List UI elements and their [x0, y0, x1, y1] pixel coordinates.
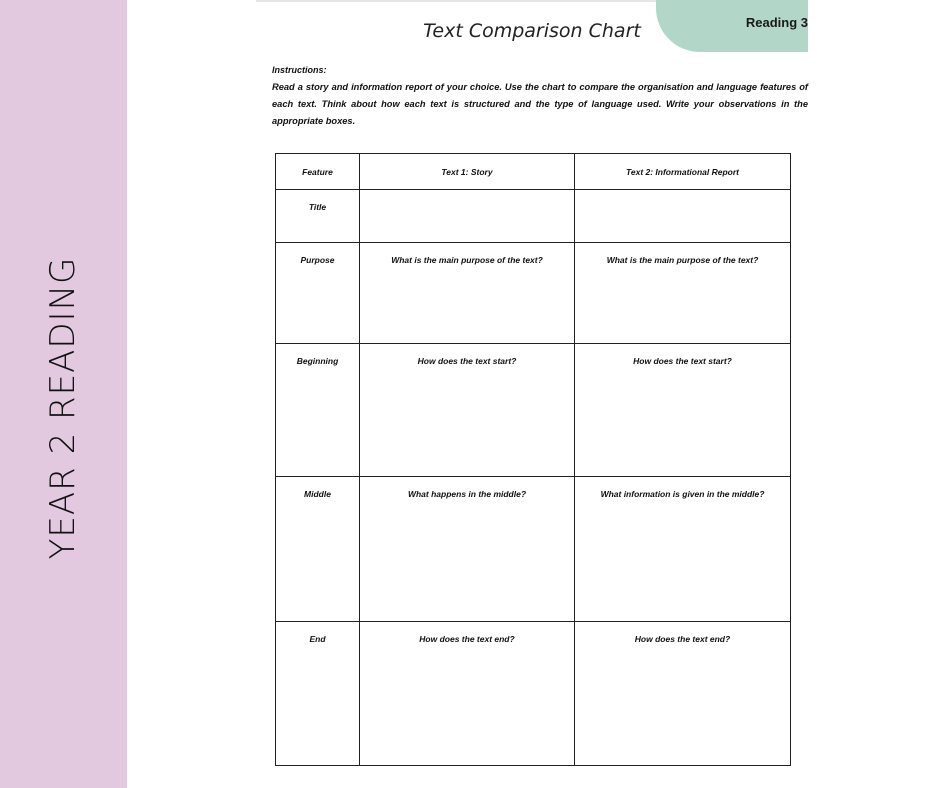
- feature-cell: End: [276, 621, 360, 765]
- instructions-body: Read a story and information report of your choice. Use the chart to compare the organisation and language features of each text. Think about how each text is structured and the type of language used. Write your observations in the appropriate boxes.: [272, 82, 808, 126]
- text1-cell[interactable]: How does the text start?: [360, 343, 575, 476]
- header-text2: Text 2: Informational Report: [575, 154, 791, 190]
- table-row: [276, 190, 791, 243]
- comparison-table: [275, 153, 791, 766]
- side-band: [0, 0, 127, 788]
- table-row: [276, 242, 791, 343]
- text2-cell[interactable]: [575, 190, 791, 243]
- worksheet: [256, 0, 808, 788]
- text2-cell[interactable]: What is the main purpose of the text?: [575, 242, 791, 343]
- text1-cell[interactable]: [360, 190, 575, 243]
- table-row: [276, 343, 791, 476]
- worksheet-title: Text Comparison Chart: [423, 20, 641, 42]
- text2-cell[interactable]: How does the text end?: [575, 621, 791, 765]
- text2-cell[interactable]: What information is given in the middle?: [575, 477, 791, 621]
- feature-cell: Purpose: [276, 242, 360, 343]
- feature-cell: Beginning: [276, 343, 360, 476]
- feature-cell: Middle: [276, 477, 360, 621]
- table-header-row: [276, 154, 791, 190]
- table-row: [276, 621, 791, 765]
- text1-cell[interactable]: What happens in the middle?: [360, 477, 575, 621]
- side-label: YEAR 2 READING: [43, 256, 83, 560]
- text1-cell[interactable]: What is the main purpose of the text?: [360, 242, 575, 343]
- header-feature: Feature: [276, 154, 360, 190]
- text1-cell[interactable]: How does the text end?: [360, 621, 575, 765]
- header-text1: Text 1: Story: [360, 154, 575, 190]
- feature-cell: Title: [276, 190, 360, 243]
- badge-label: Reading 3: [745, 15, 808, 30]
- table-row: [276, 477, 791, 621]
- instructions-heading: Instructions:: [272, 65, 327, 75]
- text2-cell[interactable]: How does the text start?: [575, 343, 791, 476]
